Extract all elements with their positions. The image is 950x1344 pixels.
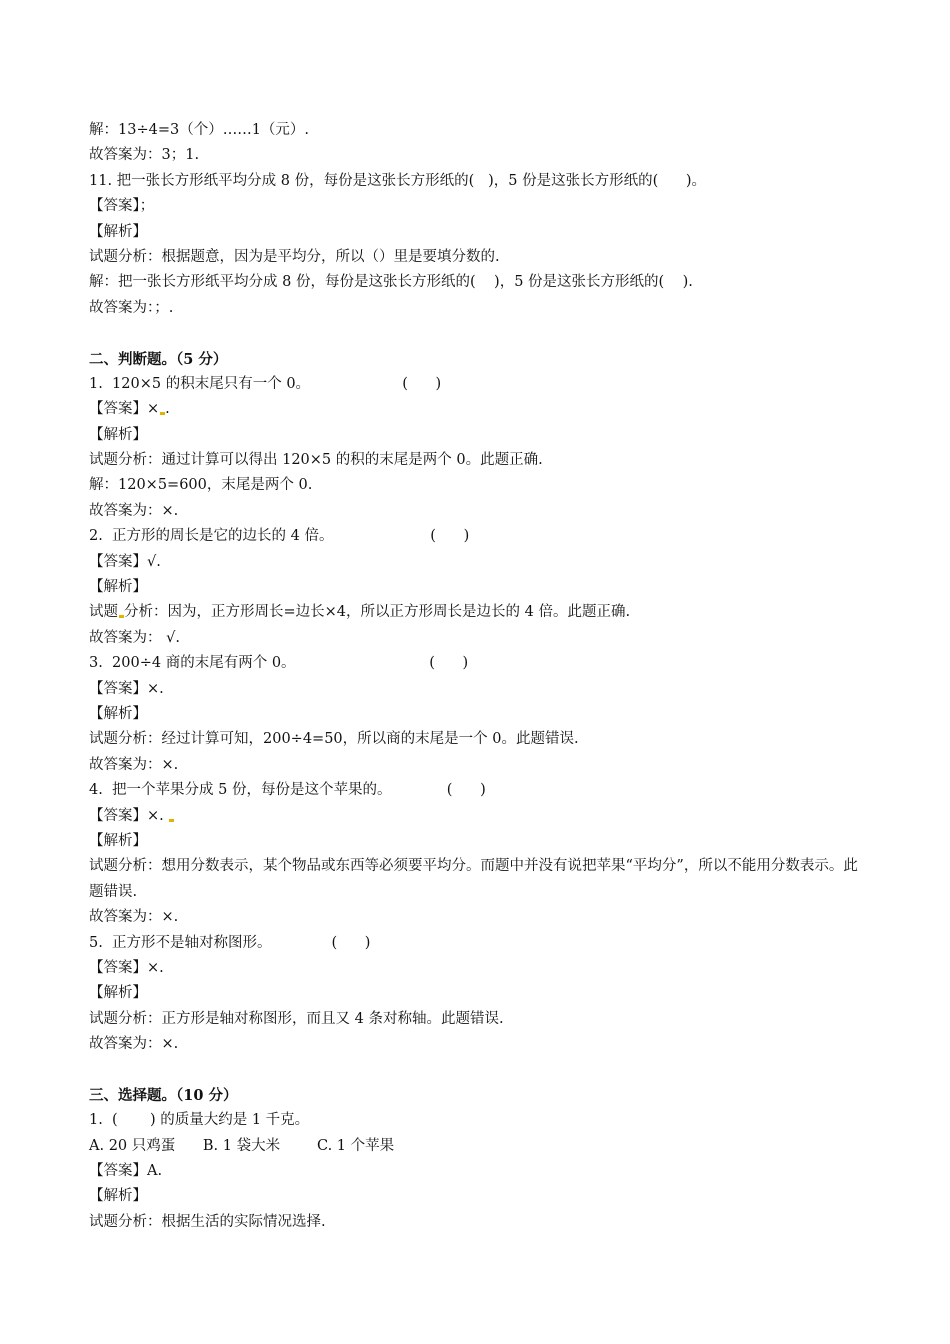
judgment-question-4: 4. 把一个苹果分成 5 份，每份是这个苹果的。 ( ) — [89, 782, 486, 799]
question-11: 11. 把一张长方形纸平均分成 8 份，每份是这张长方形纸的( )，5 份是这张长方形纸的( )。 — [89, 172, 707, 189]
analysis-label: 【解析】 — [89, 426, 147, 443]
spacer — [89, 1057, 869, 1082]
final-answer-line: 故答案为：3；1. — [89, 147, 200, 164]
analysis-line: 试题分析：正方形是轴对称图形，而且又 4 条对称轴。此题错误. — [89, 1010, 504, 1027]
final-answer-line: 故答案为：×. — [89, 1036, 179, 1053]
analysis-label: 【解析】 — [89, 705, 147, 722]
solution-line: 解：把一张长方形纸平均分成 8 份，每份是这张长方形纸的( )，5 份是这张长方形纸的( ). — [89, 274, 693, 291]
answer-line: 【答案】√. — [89, 553, 161, 570]
judgment-question-3: 3. 200÷4 商的末尾有两个 0。 ( ) — [89, 655, 469, 672]
judgment-question-5: 5. 正方形不是轴对称图形。 ( ) — [89, 934, 371, 951]
answer-line: 【答案】×. — [89, 959, 164, 976]
analysis-label: 【解析】 — [89, 579, 147, 596]
answer-text: 【答案】× — [89, 401, 160, 418]
answer-line: 【答案】×. — [89, 680, 164, 697]
document-content — [89, 118, 869, 1235]
analysis-label: 【解析】 — [89, 832, 147, 849]
final-answer-line: 故答案为：×. — [89, 502, 179, 519]
analysis-line: 试题分析：根据生活的实际情况选择. — [89, 1213, 326, 1230]
analysis-line — [89, 600, 869, 625]
section-heading-judgment: 二、判断题。（5 分） — [89, 350, 228, 368]
solution-line: 解：13÷4=3（个）……1（元）. — [89, 122, 310, 138]
final-answer-line: 故答案为：×. — [89, 756, 179, 773]
choice-options: A. 20 只鸡蛋 B. 1 袋大米 C. 1 个苹果 — [89, 1137, 395, 1154]
analysis-body: 分析：因为，正方形周长=边长×4，所以正方形周长是边长的 4 倍。此题正确. — [124, 604, 631, 621]
final-answer-line: 故答案为：×. — [89, 909, 179, 926]
answer-text: 【答案】×. — [89, 807, 169, 824]
answer-line: 【答案】A. — [89, 1163, 163, 1180]
analysis-label: 【解析】 — [89, 1188, 147, 1205]
answer-line — [89, 397, 869, 422]
final-answer-line: 故答案为：；. — [89, 299, 174, 316]
analysis-prefix: 试题 — [89, 604, 118, 621]
judgment-question-2: 2. 正方形的周长是它的边长的 4 倍。 ( ) — [89, 528, 470, 545]
answer-line: 【答案】； — [89, 198, 155, 215]
analysis-line: 试题分析：通过计算可以得出 120×5 的积的末尾是两个 0。此题正确. — [89, 452, 543, 469]
analysis-label: 【解析】 — [89, 223, 147, 240]
analysis-line: 试题分析：根据题意，因为是平均分，所以（）里是要填分数的. — [89, 248, 500, 265]
spacer — [89, 321, 869, 346]
analysis-paragraph: 试题分析：想用分数表示，某个物品或东西等必须要平均分。而题中并没有说把苹果“平均分”，所以不能用分数表示。此题错误. — [89, 858, 858, 900]
choice-question-1: 1. ( ) 的质量大约是 1 千克。 — [89, 1112, 310, 1129]
section-heading-choice: 三、选择题。（10 分） — [89, 1086, 238, 1104]
highlight-mark — [169, 819, 174, 822]
answer-tail: . — [165, 401, 170, 418]
solution-line: 解：120×5=600，末尾是两个 0. — [89, 477, 313, 494]
answer-line — [89, 804, 869, 829]
analysis-label: 【解析】 — [89, 985, 147, 1002]
judgment-question-1: 1. 120×5 的积末尾只有一个 0。 ( ) — [89, 375, 442, 392]
analysis-line: 试题分析：经过计算可知，200÷4=50，所以商的末尾是一个 0。此题错误. — [89, 731, 579, 748]
final-answer-line: 故答案为： √. — [89, 629, 180, 646]
